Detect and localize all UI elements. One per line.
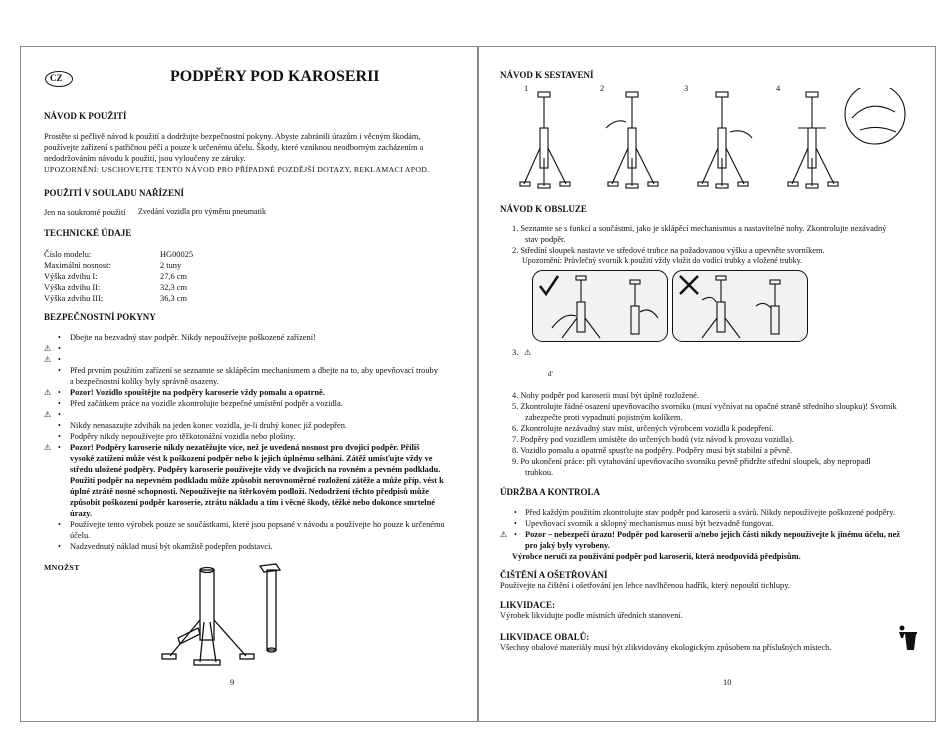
recycle-bin-icon [896, 624, 918, 652]
spec-value: HG00025 [160, 250, 194, 259]
safety-item-11: účelu. [70, 531, 91, 540]
operation-step-6: 6. Zkontrolujte nezávadný stav míst, určených výrobcem vozidla k podepření. [512, 424, 774, 433]
operation-note: Upozornění: Průvlečný svorník k použití vždy vložit do vodící trubky a vložené trubky. [522, 256, 803, 265]
safety-item-12: Nadzvednutý náklad musí být okamžitě podepřen podstavci. [70, 542, 273, 551]
safety-item-10: středu uložené podpěry. Podpěry karoserie používejte vždy ve dvojicích na rovném a pevném podkladu. [70, 465, 441, 474]
spec-key: Výška zdvihu I: [44, 272, 98, 281]
step-number: 1 [524, 84, 529, 93]
maintenance-item-1: Před každým použitím zkontrolujte stav podpěr pod karoserii a svárů. Nikdy nepoužívejte poškozené podpěry. [525, 508, 895, 517]
maintenance-item-3: pro jaký byly vyrobeny. [525, 541, 610, 550]
step-number: 4 [776, 84, 781, 93]
heading-udrzba: ÚDRŽBA A KONTROLA [500, 487, 601, 497]
warning-triangle-icon: ⚠ [44, 443, 52, 452]
heading-pouziti: POUŽITÍ V SOULADU NAŘÍZENÍ [44, 188, 184, 198]
step-number: 3 [684, 84, 689, 93]
operation-step-1: 1. Seznamte se s funkcí a součástmi, jako je sklápěcí mechanismus a nastavitelné nohy. Zkontrolujte nezávadný [512, 224, 887, 233]
pouziti-label: Jen na soukromé použití [44, 208, 126, 217]
safety-item-10: způsobit poškození podpěr karoserie, ztrátu nákladu a tím i věcné škody, těžké nebo dokonce smrtelné [70, 498, 435, 507]
heading-cisteni: ČIŠTĚNÍ A OŠETŘOVÁNÍ [500, 570, 608, 580]
heading-likvidace: LIKVIDACE: [500, 600, 556, 610]
warning-triangle-icon: ⚠ [524, 348, 532, 357]
heading-likvidace-obalu: LIKVIDACE OBALŮ: [500, 632, 590, 642]
heading-bezp: BEZPEČNOSTNÍ POKYNY [44, 312, 156, 322]
safety-item-10: vysoké zatížení může vést k poškození podpěr nebo k jejich úplnému selhání. Zátěž umísťujte vždy ve [70, 454, 433, 463]
bullet-icon: • [58, 432, 61, 441]
operation-step-9: trubkou. [525, 468, 554, 477]
operation-step-3: 3. [512, 348, 519, 357]
maintenance-item-3: Pozor – nebezpečí úrazu! Podpěr pod karoserii a/nebo jejich části nikdy nepoužívejte k jinému účelu, než [525, 530, 900, 539]
heading-obsluze: NÁVOD K OBSLUZE [500, 204, 587, 214]
spec-key: Výška zdvihu III: [44, 294, 104, 303]
bullet-icon: • [58, 410, 61, 419]
spec-key: Výška zdvihu II: [44, 283, 101, 292]
bullet-icon: • [514, 508, 517, 517]
cleaning-text: Používejte na čištění i ošetřování jen lehce navlhčenou hadřík, který nepouští tichlupy. [500, 581, 790, 590]
warning-triangle-icon: ⚠ [44, 344, 52, 353]
bullet-icon: • [514, 530, 517, 539]
operation-step-2: 2. Středíní sloupek nastavte ve středové trubce na požadovanou výšku a upevněte svorníkem. [512, 246, 825, 255]
warning-triangle-icon: ⚠ [44, 355, 52, 364]
safety-item-10: Použití podpěr na nepevném podkladu může způsobit nerovnoměrné rozložení zátěže a může příp. vést k [70, 476, 444, 485]
bullet-icon: • [58, 355, 61, 364]
step-3-mark: d' [548, 370, 553, 378]
operation-step-7: 7. Podpěry pod vozidlem umístěte do určených bodů (viz návod k provozu vozidla). [512, 435, 794, 444]
safety-item-4: a bezpečnostní kolíky byly správně osazeny. [70, 377, 219, 386]
safety-item-4: Před prvním použitím zařízení se seznamte se sklápěcím mechanismem a dbejte na to, aby upevňovací trouby [70, 366, 438, 375]
intro-line-1: Prostěte si pečlivě návod k použití a dodržujte bezpečnostní pokyny. Abyste zabránili úrazům i věcným škodám, [44, 132, 421, 141]
bullet-icon: • [58, 520, 61, 529]
pouziti-value: Zvedání vozidla pro výměnu pneumatik [138, 207, 266, 216]
safety-item-10: Pozor! Podpěry karoserie nikdy nezatěžujte více, než je uvedená nosnost pro dvojici podpěr. Příliš [70, 443, 420, 452]
spec-key: Číslo modelu: [44, 250, 92, 259]
safety-item-1: Dbejte na bezvadný stav podpěr. Nikdy nepoužívejte poškozené zařízení! [70, 333, 316, 342]
intro-line-3: nedodržováním návodu k použití, jsou vyloučeny ze záruky. [44, 154, 246, 163]
spec-value: 32,3 cm [160, 283, 187, 292]
operation-step-1: stav podpěr. [525, 235, 566, 244]
bullet-icon: • [58, 399, 61, 408]
bullet-icon: • [58, 388, 61, 397]
heading-mnozstvi: MNOŽST [44, 563, 80, 572]
warning-triangle-icon: ⚠ [500, 530, 508, 539]
operation-step-8: 8. Vozidlo pomalu a opatrně spusťte na podpěry. Podpěry musí být stabilní a pěvně. [512, 446, 792, 455]
incorrect-use-illustration [672, 270, 808, 342]
safety-item-6: Před začátkem práce na vozidle zkontrolujte bezpečné umístění podpěr a vozidla. [70, 399, 343, 408]
bullet-icon: • [58, 421, 61, 430]
heading-tech: TECHNICKÉ ÚDAJE [44, 228, 132, 238]
heading-sestaveni: NÁVOD K SESTAVENÍ [500, 70, 594, 80]
operation-step-4: 4. Nohy podpěr pod karoserii musí být úplně rozložené. [512, 391, 699, 400]
spec-key: Maximální nosnost: [44, 261, 111, 270]
safety-item-10: úplné ztrátě nosné schopnosti. Nepoužívejte na štěrkovém podloží. Nedodržení těchto předpisů může [70, 487, 429, 496]
operation-step-5: 5. Zkontrolujte řádné osazení upevňovacího svorníku (musí vyčnívat na opačné straně středního sloupku)! Svorník [512, 402, 897, 411]
bullet-icon: • [58, 344, 61, 353]
safety-item-9: Podpěry nikdy nepoužívejte pro těžkotonážní vozidla nebo plošiny. [70, 432, 296, 441]
operation-step-5: zabezpečte proti vypadnutí pojistným kolíkem. [525, 413, 683, 422]
bullet-icon: • [58, 542, 61, 551]
spec-value: 2 tuny [160, 261, 182, 270]
assembly-illustration [500, 88, 920, 192]
spec-value: 36,3 cm [160, 294, 187, 303]
correct-use-illustration [532, 270, 668, 342]
warning-triangle-icon: ⚠ [44, 388, 52, 397]
country-code: CZ [50, 73, 63, 83]
safety-item-11: Používejte tento výrobek pouze se součástkami, které jsou popsané v návodu a používejte ho pouze k určenému [70, 520, 445, 529]
safety-item-5: Pozor! Vozidlo spouštějte na podpěry karoserie vždy pomalu a opatrně. [70, 388, 325, 397]
bullet-icon: • [58, 366, 61, 375]
bullet-icon: • [58, 443, 61, 452]
operation-step-9: 9. Po ukončení práce: při vytahování upevňovacího svorníku pevně přidržte střední sloupek, aby nepropadl [512, 457, 871, 466]
page-number: 9 [230, 678, 235, 687]
page-title: PODPĚRY POD KAROSERII [170, 68, 380, 85]
safety-item-10: úrazy. [70, 509, 93, 518]
stand-illustration [150, 560, 290, 670]
intro-line-2: používejte zařízení s patřičnou péčí a pouze k určenému účelu. Škody, které vzniknou neodborným zacházením a [44, 143, 424, 152]
heading-navod: NÁVOD K POUŽITÍ [44, 111, 127, 121]
step-number: 2 [600, 84, 605, 93]
bullet-icon: • [58, 333, 61, 342]
bullet-icon: • [514, 519, 517, 528]
spec-value: 27,6 cm [160, 272, 187, 281]
manufacturer-note: Výrobce neručí za používání podpěr pod karoserií, která neodpovídá předpisům. [512, 552, 801, 561]
safety-item-8: Nikdy nenasazujte zdvihák na jeden konec vozidla, je-li druhý konec již podepřen. [70, 421, 347, 430]
disposal-text: Výrobek likvidujte podle místních úředních stanovení. [500, 611, 683, 620]
warning-text: UPOZORNĚNÍ: USCHOVEJTE TENTO NÁVOD PRO PŘÍPADNÉ POZDĚJŠÍ DOTAZY, REKLAMACI APOD. [44, 165, 430, 174]
page-number: 10 [723, 678, 732, 687]
packaging-disposal-text: Všechny obalové materiály musí být zlikvidovány ekologickým způsobem na příslušných místech. [500, 643, 832, 652]
maintenance-item-2: Upevňovací svorník a sklopný mechanismus musí být bezvadně fungovat. [525, 519, 774, 528]
warning-triangle-icon: ⚠ [44, 410, 52, 419]
